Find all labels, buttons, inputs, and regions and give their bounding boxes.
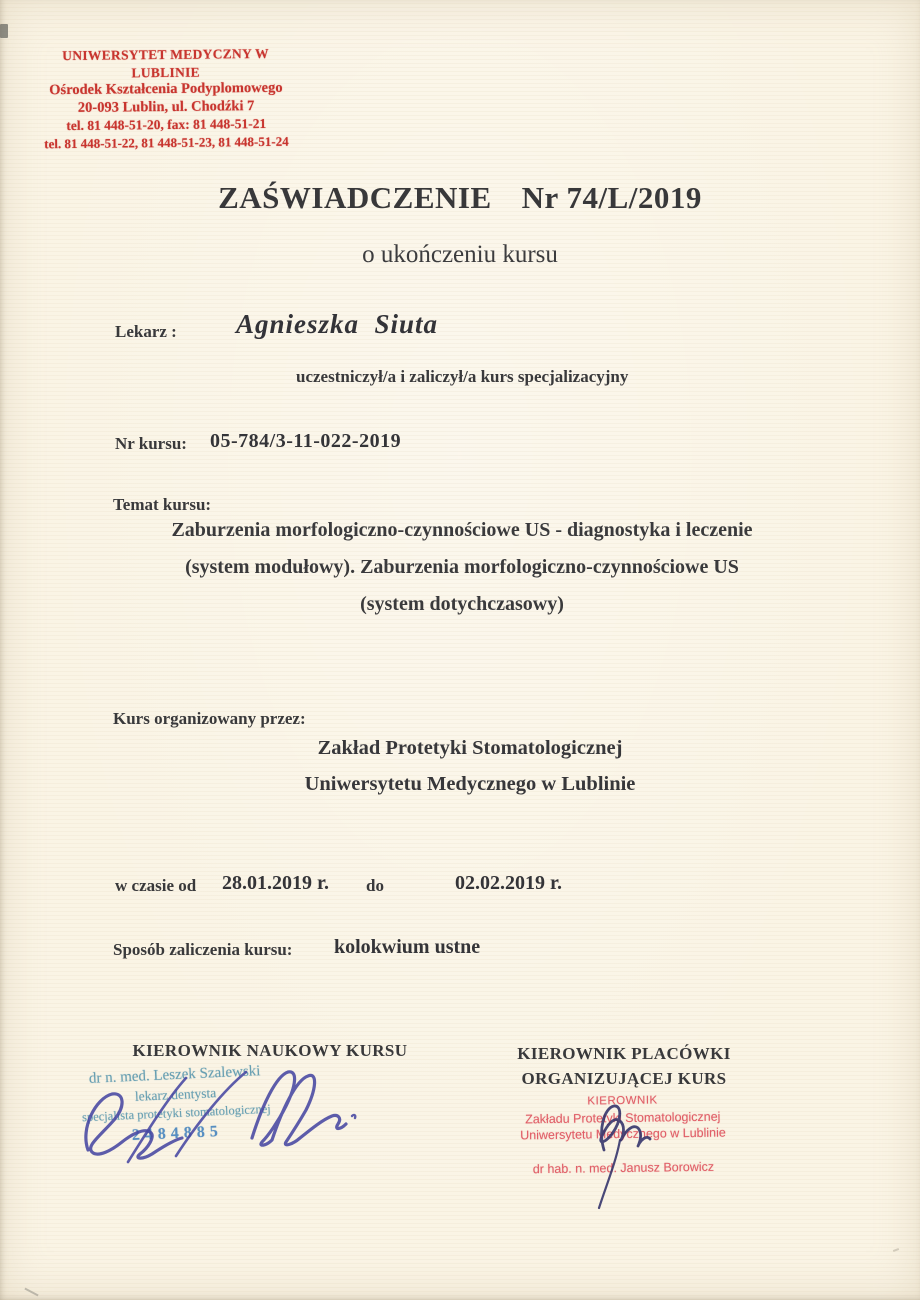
scan-artifact-bottom-left bbox=[24, 1288, 38, 1297]
stamp-center-name: Ośrodek Kształcenia Podyplomowego bbox=[49, 79, 283, 99]
stamp-director-name: dr hab. n. med. Janusz Borowicz bbox=[532, 1159, 715, 1176]
stamp-unit-line1: Zakładu Protetyki Stomatologicznej bbox=[525, 1109, 721, 1126]
scan-artifact-right bbox=[893, 1248, 899, 1252]
organizer bbox=[10, 737, 920, 809]
course-topic bbox=[0, 519, 920, 630]
course-topic-line: Zaburzenia morfologiczno-czynnościowe US - diagnostyka i leczenie bbox=[171, 519, 753, 541]
course-topic-label: Temat kursu: bbox=[113, 495, 212, 514]
certificate-subtitle: o ukończeniu kursu bbox=[362, 241, 558, 268]
stamp-director-title: KIEROWNIK bbox=[587, 1094, 658, 1108]
stamp-doctor-specialty: specjalista protetyki stomatologicznej bbox=[81, 1101, 272, 1125]
date-to: 02.02.2019 r. bbox=[455, 872, 563, 894]
completion-method-value: kolokwium ustne bbox=[334, 936, 481, 958]
organizer-label: Kurs organizowany przez: bbox=[113, 709, 306, 728]
period-from-label: w czasie od bbox=[115, 876, 197, 895]
course-topic-line: (system dotychczasowy) bbox=[360, 593, 564, 615]
stamp-license-number: 2484885 bbox=[131, 1122, 224, 1145]
stamp-doctor-title: lekarz dentysta bbox=[134, 1085, 217, 1104]
organizer-university: Uniwersytetu Medycznego w Lublinie bbox=[304, 773, 636, 795]
stamp-phone-fax: tel. 81 448-51-20, fax: 81 448-51-21 bbox=[66, 115, 267, 134]
certificate-title bbox=[0, 180, 920, 216]
scan-artifact-corner bbox=[0, 24, 8, 38]
scientific-director-heading: KIEROWNIK NAUKOWY KURSU bbox=[132, 1041, 408, 1060]
organizing-unit-director-heading-line1: KIEROWNIK PLACÓWKI bbox=[517, 1044, 731, 1063]
organizing-unit-director-heading-line2: ORGANIZUJĄCEJ KURS bbox=[521, 1069, 727, 1088]
course-number-value: 05-784/3-11-022-2019 bbox=[210, 430, 402, 452]
stamp-university-name: UNIWERSYTET MEDYCZNY W LUBLINIE bbox=[62, 45, 269, 80]
university-header-stamp bbox=[27, 45, 304, 153]
doctor-label: Lekarz : bbox=[115, 322, 177, 341]
certificate-number: Nr 74/L/2019 bbox=[521, 180, 702, 215]
doctor-name: Agnieszka Siuta bbox=[236, 309, 439, 339]
stamp-phones: tel. 81 448-51-22, 81 448-51-23, 81 448-51-24 bbox=[44, 133, 289, 151]
course-topic-line: (system modułowy). Zaburzenia morfologiczno-czynnościowe US bbox=[185, 556, 739, 578]
organizing-unit-director-heading bbox=[478, 1041, 770, 1091]
stamp-address: 20-093 Lublin, ul. Chodźki 7 bbox=[77, 97, 255, 116]
participation-text: uczestniczył/a i zaliczył/a kurs specjalizacyjny bbox=[296, 367, 629, 386]
completion-method-label: Sposób zaliczenia kursu: bbox=[113, 940, 293, 959]
date-from: 28.01.2019 r. bbox=[222, 872, 330, 894]
organizing-unit-director-stamp bbox=[497, 1091, 748, 1177]
scientific-director-stamp bbox=[60, 1061, 291, 1148]
period-to-label: do bbox=[366, 876, 384, 895]
organizer-unit: Zakład Protetyki Stomatologicznej bbox=[317, 737, 623, 759]
certificate-title-word: ZAŚWIADCZENIE bbox=[218, 180, 492, 215]
stamp-doctor-name: dr n. med. Leszek Szalewski bbox=[88, 1063, 261, 1087]
course-number-label: Nr kursu: bbox=[115, 434, 187, 453]
stamp-unit-line2: Uniwersytetu Medycznego w Lublinie bbox=[520, 1125, 726, 1143]
